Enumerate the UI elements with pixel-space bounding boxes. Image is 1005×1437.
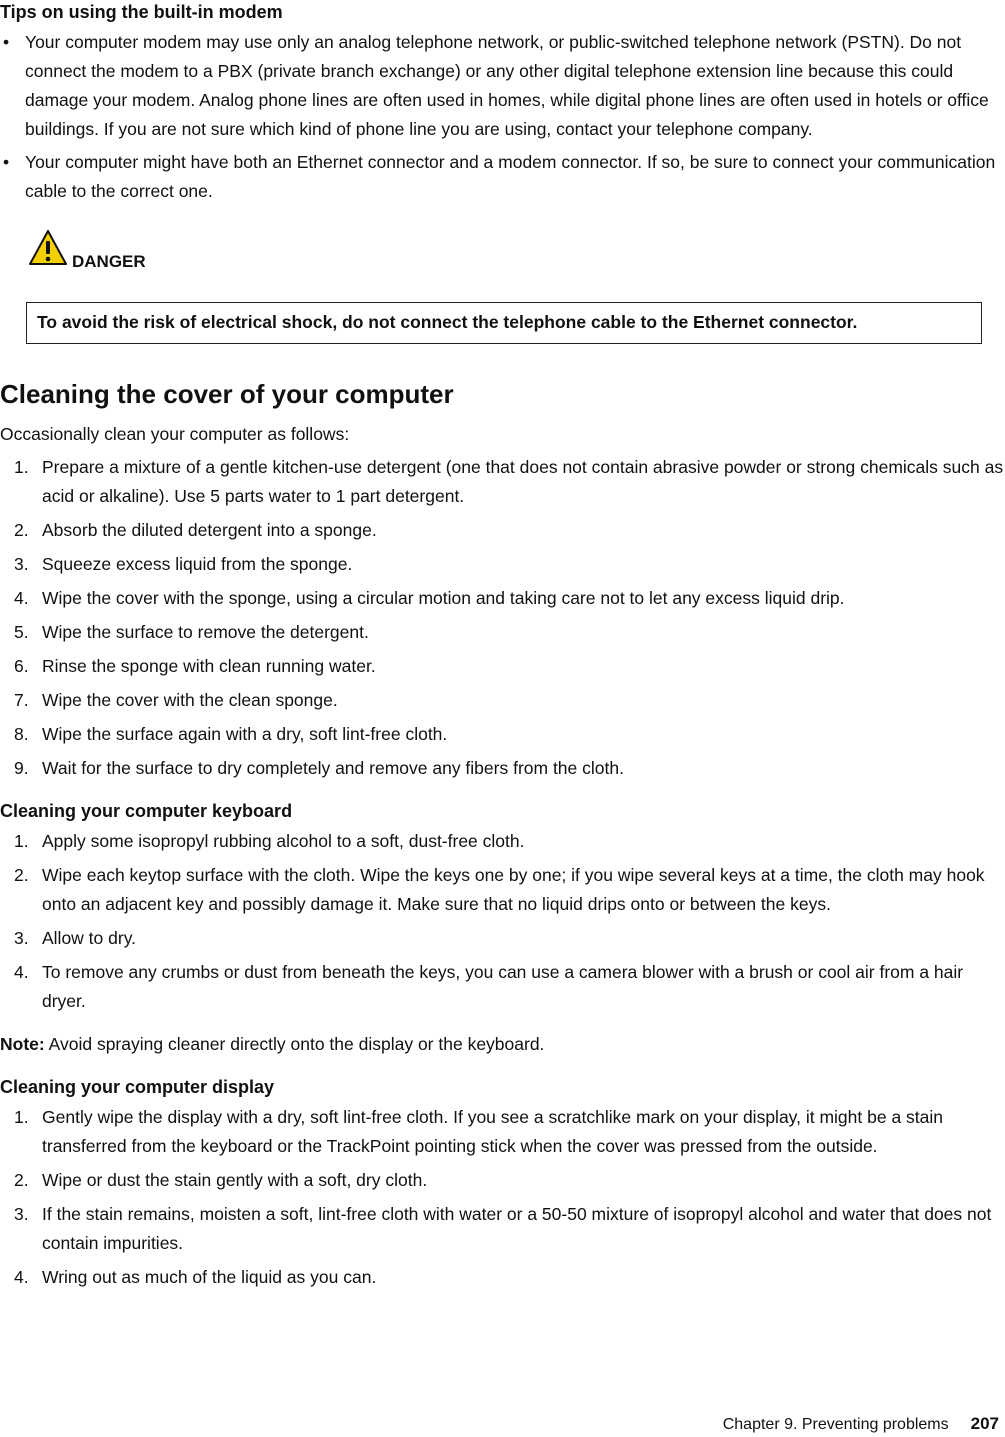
step-number: 3. bbox=[14, 928, 29, 948]
keyboard-heading: Cleaning your computer keyboard bbox=[0, 801, 293, 821]
list-item bbox=[0, 516, 1005, 545]
step-text: Prepare a mixture of a gentle kitchen-use detergent (one that does not contain abrasive powder or strong chemicals such as acid or alkaline). Use 5 parts water to 1 part detergent. bbox=[42, 457, 1004, 506]
note-text: Avoid spraying cleaner directly onto the display or the keyboard. bbox=[48, 1034, 545, 1054]
list-item bbox=[0, 1166, 1005, 1195]
step-text: Wipe the cover with the clean sponge. bbox=[42, 690, 338, 710]
step-number: 2. bbox=[14, 1170, 29, 1190]
step-text: Absorb the diluted detergent into a sponge. bbox=[42, 520, 377, 540]
note-label: Note: bbox=[0, 1034, 45, 1054]
list-item bbox=[0, 686, 1005, 715]
step-text: Apply some isopropyl rubbing alcohol to a soft, dust-free cloth. bbox=[42, 831, 525, 851]
note bbox=[0, 1030, 1005, 1059]
step-number: 7. bbox=[14, 690, 29, 710]
tips-heading: Tips on using the built-in modem bbox=[0, 2, 283, 22]
display-heading: Cleaning your computer display bbox=[0, 1077, 275, 1097]
step-text: Gently wipe the display with a dry, soft lint-free cloth. If you see a scratchlike mark on your display, it might be a stain transferred from the keyboard or the TrackPoint pointing stick when the cover was pressed from the outside. bbox=[42, 1107, 944, 1156]
page-footer bbox=[723, 1412, 999, 1437]
step-number: 3. bbox=[14, 1204, 29, 1224]
step-number: 2. bbox=[14, 520, 29, 540]
step-number: 4. bbox=[14, 1267, 29, 1287]
step-text: If the stain remains, moisten a soft, lint-free cloth with water or a 50-50 mixture of isopropyl alcohol and water that does not contain impurities. bbox=[42, 1204, 992, 1253]
cover-steps bbox=[0, 453, 1005, 783]
keyboard-steps bbox=[0, 827, 1005, 1016]
step-text: Wipe the cover with the sponge, using a circular motion and taking care not to let any excess liquid drip. bbox=[42, 588, 845, 608]
step-number: 8. bbox=[14, 724, 29, 744]
danger-box: To avoid the risk of electrical shock, do not connect the telephone cable to the Ethernet connector. bbox=[26, 302, 982, 344]
step-number: 1. bbox=[14, 457, 29, 477]
step-text: Allow to dry. bbox=[42, 928, 137, 948]
tips-list bbox=[0, 28, 1005, 206]
step-text: Wipe the surface to remove the detergent. bbox=[42, 622, 369, 642]
list-item bbox=[0, 453, 1005, 511]
page-title: Cleaning the cover of your computer bbox=[0, 379, 454, 409]
list-item bbox=[0, 618, 1005, 647]
step-text: Squeeze excess liquid from the sponge. bbox=[42, 554, 353, 574]
list-item bbox=[0, 1103, 1005, 1161]
list-item bbox=[0, 861, 1005, 919]
page-number: 207 bbox=[970, 1414, 999, 1433]
step-text: Wipe or dust the stain gently with a soft, dry cloth. bbox=[42, 1170, 428, 1190]
chapter-label: Chapter 9. Preventing problems bbox=[722, 1416, 949, 1433]
intro-text: Occasionally clean your computer as follows: bbox=[0, 424, 350, 444]
danger-label: DANGER bbox=[72, 252, 146, 271]
step-text: Wipe the surface again with a dry, soft lint-free cloth. bbox=[42, 724, 448, 744]
step-number: 4. bbox=[14, 588, 29, 608]
list-item: • Your computer might have both an Ethernet connector and a modem connector. If so, be sure to connect your communication cable to the correct one. bbox=[0, 148, 1005, 206]
step-number: 6. bbox=[14, 656, 29, 676]
warning-triangle-icon bbox=[28, 228, 68, 268]
list-item bbox=[0, 924, 1005, 953]
step-text: To remove any crumbs or dust from beneath the keys, you can use a camera blower with a brush or cool air from a hair dryer. bbox=[42, 962, 964, 1011]
list-item bbox=[0, 1200, 1005, 1258]
step-number: 1. bbox=[14, 831, 29, 851]
list-item bbox=[0, 652, 1005, 681]
step-number: 3. bbox=[14, 554, 29, 574]
list-item bbox=[0, 584, 1005, 613]
danger-notice bbox=[0, 226, 1005, 282]
step-text: Wring out as much of the liquid as you can. bbox=[42, 1267, 377, 1287]
step-number: 5. bbox=[14, 622, 29, 642]
step-number: 9. bbox=[14, 758, 29, 778]
list-item bbox=[0, 1263, 1005, 1292]
list-item bbox=[0, 958, 1005, 1016]
keyboard-section bbox=[0, 799, 1005, 1016]
step-number: 4. bbox=[14, 962, 29, 982]
step-text: Wipe each keytop surface with the cloth. Wipe the keys one by one; if you wipe several keys at a time, the cloth may hook onto an adjacent key and possibly damage it. Make sure that no liquid drips onto or between the keys. bbox=[42, 865, 985, 914]
list-item bbox=[0, 827, 1005, 856]
list-item bbox=[0, 720, 1005, 749]
list-item bbox=[0, 550, 1005, 579]
list-item bbox=[0, 754, 1005, 783]
step-number: 2. bbox=[14, 865, 29, 885]
display-steps bbox=[0, 1103, 1005, 1292]
step-number: 1. bbox=[14, 1107, 29, 1127]
list-item: • Your computer modem may use only an analog telephone network, or public-switched telephone network (PSTN). Do not connect the modem to a PBX (private branch exchange) or any other digital telephone extension line because this could damage your modem. Analog phone lines are often used in homes, while digital phone lines are often used in hotels or office buildings. If you are not sure which kind of phone line you are using, contact your telephone company. bbox=[0, 28, 1005, 144]
display-section bbox=[0, 1075, 1005, 1292]
step-text: Rinse the sponge with clean running water. bbox=[42, 656, 376, 676]
step-text: Wait for the surface to dry completely and remove any fibers from the cloth. bbox=[42, 758, 624, 778]
